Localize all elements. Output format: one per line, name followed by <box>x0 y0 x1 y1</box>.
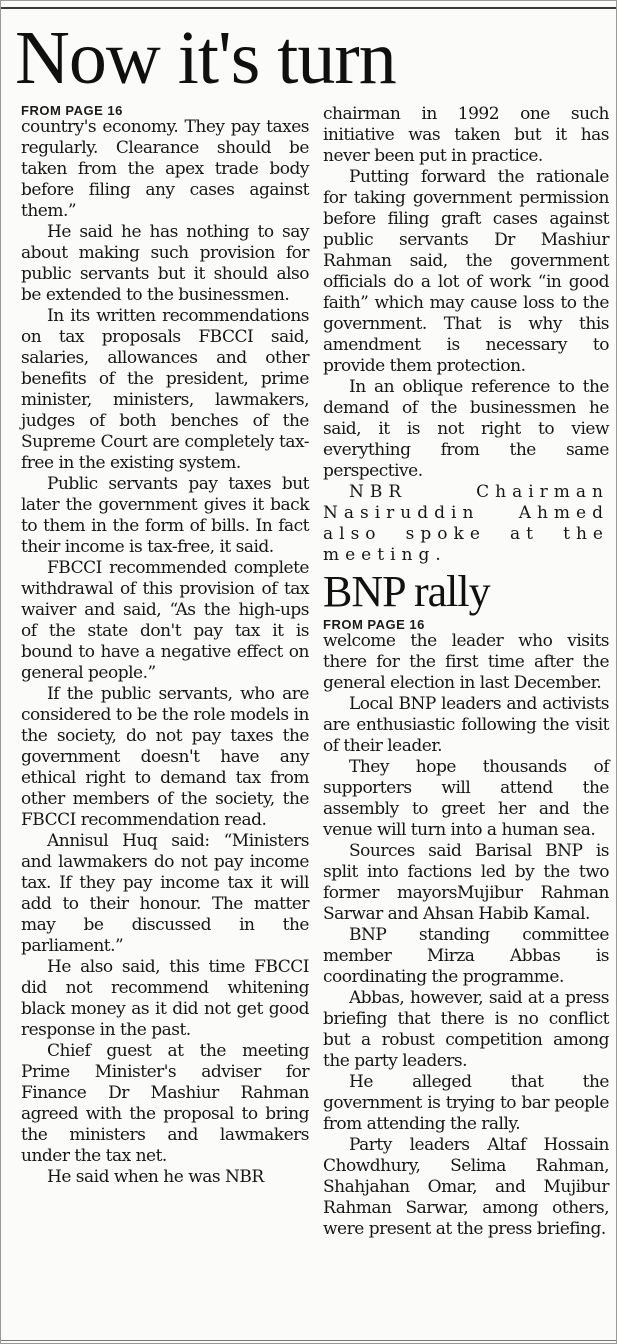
rally-paragraph: Party leaders Altaf Hossain Chowdhury, Selima Rahman, Shahjahan Omar, and Mujibur Rahman Sarwar, among others, were present at the press briefing. <box>323 1135 609 1239</box>
article-paragraph: In an oblique reference to the demand of the businessmen he said, it is not right to view everything from the same perspective. <box>323 377 609 481</box>
article-paragraph: FBCCI recommended complete withdrawal of this provision of tax waiver and said, “As the high-ups of the state don't pay tax it is bound to have a negative effect on general people.” <box>21 558 309 683</box>
rally-paragraph: welcome the leader who visits there for the first time after the general election in last December. <box>323 631 609 693</box>
article-paragraph: Chief guest at the meeting Prime Minister's adviser for Finance Dr Mashiur Rahman agreed with the proposal to bring the ministers and lawmakers under the tax net. <box>21 1041 309 1166</box>
article-paragraph: NBR Chairman Nasiruddin Ahmed also spoke at the meeting. <box>323 482 609 565</box>
article-paragraph: If the public servants, who are considered to be the role models in the society, do not pay taxes the government doesn't have any ethical right to demand tax from other members of the society, the FBCCI recommendation read. <box>21 684 309 830</box>
continuation-kicker: FROM PAGE 16 <box>21 103 123 118</box>
article-paragraph: Putting forward the rationale for taking government permission before filing graft cases against public servants Dr Mashiur Rahman said, the government officials do a lot of work “in good faith” which may cause loss to the government. That is why this amendment is necessary to provide them protection. <box>323 167 609 376</box>
rally-paragraph: Local BNP leaders and activists are enthusiastic following the visit of their leader. <box>323 694 609 756</box>
left-column <box>21 104 309 1188</box>
article-paragraph: country's economy. They pay taxes regularly. Clearance should be taken from the apex trade body before filing any cases against them.” <box>21 117 309 221</box>
rally-kicker: FROM PAGE 16 <box>323 617 425 632</box>
main-headline: Now it's turn <box>15 16 396 100</box>
rally-paragraph: Abbas, however, said at a press briefing that there is no conflict but a robust competition among the party leaders. <box>323 988 609 1071</box>
bottom-rule <box>1 1340 616 1341</box>
article-paragraph: He said when he was NBR <box>47 1167 264 1187</box>
article-paragraph: Public servants pay taxes but later the government gives it back to them in the form of bills. In fact their income is tax-free, it said. <box>21 474 309 557</box>
rally-headline: BNP rally <box>323 567 490 616</box>
right-column <box>323 104 609 1240</box>
article-paragraph: In its written recommendations on tax proposals FBCCI said, salaries, allowances and other benefits of the president, prime minister, ministers, lawmakers, judges of both benches of the Supreme Court are completely tax-free in the existing system. <box>21 306 309 473</box>
article-paragraph: Annisul Huq said: “Ministers and lawmakers do not pay income tax. If they pay income tax it will add to their honour. The matter may be discussed in the parliament.” <box>21 831 309 956</box>
article-paragraph: He also said, this time FBCCI did not recommend whitening black money as it did not get good response in the past. <box>21 957 309 1040</box>
rally-paragraph: They hope thousands of supporters will attend the assembly to greet her and the venue will turn into a human sea. <box>323 757 609 840</box>
article-paragraph: He said he has nothing to say about making such provision for public servants but it should also be extended to the businessmen. <box>21 222 309 305</box>
article-paragraph: chairman in 1992 one such initiative was taken but it has never been put in practice. <box>323 104 609 166</box>
top-rule <box>1 7 616 9</box>
rally-paragraph: BNP standing committee member Mirza Abbas is coordinating the programme. <box>323 925 609 987</box>
rally-paragraph: He alleged that the government is trying to bar people from attending the rally. <box>323 1072 609 1134</box>
rally-paragraph: Sources said Barisal BNP is split into factions led by the two former mayorsMujibur Rahman Sarwar and Ahsan Habib Kamal. <box>323 841 609 924</box>
